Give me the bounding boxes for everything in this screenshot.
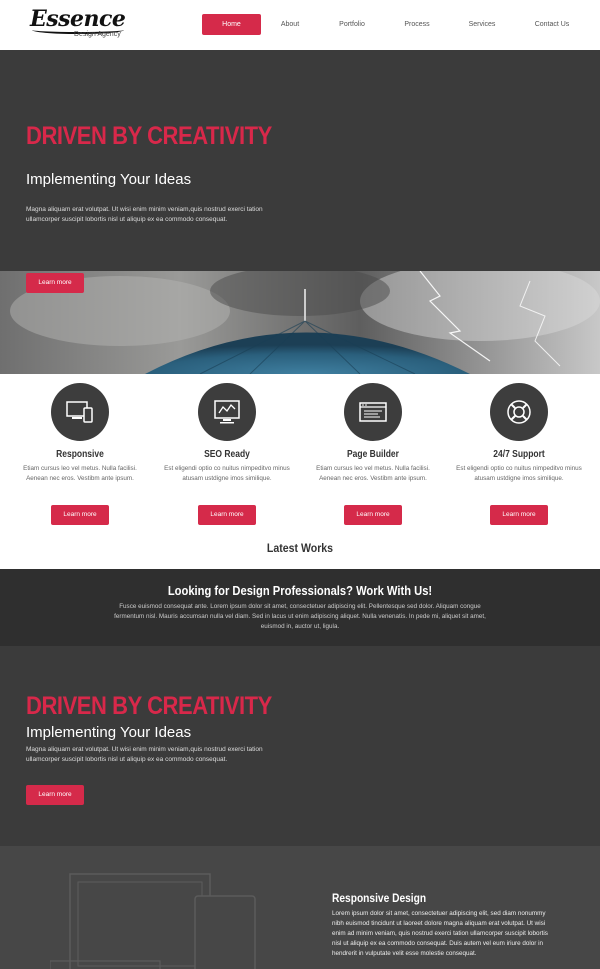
hero2-title: DRIVEN BY CREATIVITY (26, 692, 272, 720)
top-navbar (0, 0, 600, 50)
chart-monitor-icon (198, 383, 256, 441)
nav-about[interactable]: About (280, 21, 300, 28)
browser-window-icon (344, 383, 402, 441)
feature-title: SEO Ready (204, 449, 250, 460)
hero-section (0, 50, 600, 271)
cta-section (0, 569, 600, 646)
feature-title: Responsive (56, 449, 104, 460)
hero-subtitle: Implementing Your Ideas (26, 171, 192, 188)
hero2-learn-more-button[interactable]: Learn more (26, 785, 84, 805)
hero2-subtitle: Implementing Your Ideas (26, 724, 192, 741)
hero-learn-more-button[interactable]: Learn more (26, 273, 84, 293)
hero-title: DRIVEN BY CREATIVITY (26, 122, 272, 150)
nav-portfolio[interactable]: Portfolio (339, 21, 365, 28)
lifebuoy-icon (490, 383, 548, 441)
brand-logo[interactable] (30, 6, 130, 42)
responsive-title: Responsive Design (332, 891, 427, 905)
devices-icon (51, 383, 109, 441)
nav-home[interactable]: Home (202, 14, 261, 35)
feature-text: Etiam cursus leo vel metus. Nulla facilisi. Aenean nec eros. Vestibm ante ipsum. (316, 465, 430, 482)
features-section (0, 374, 600, 569)
feature-text: Etiam cursus leo vel metus. Nulla facilisi. Aenean nec eros. Vestibm ante ipsum. (23, 465, 137, 482)
feature-text: Est eligendi optio co nuitus nimpeditvo minus atusam ustdigne imos similique. (164, 465, 290, 482)
latest-works-heading: Latest Works (266, 541, 334, 555)
cta-title: Looking for Design Professionals? Work With Us! (167, 583, 433, 598)
storm-umbrella-image (0, 271, 600, 374)
nav-process[interactable]: Process (404, 21, 430, 28)
feature-learn-more-button[interactable]: Learn more (490, 505, 548, 525)
brand-tagline: Design Agency (74, 31, 121, 38)
responsive-text: Lorem ipsum dolor sit amet, consectetuer adipiscing elit, sed diam nonummy nibh euismod tincidunt ut laoreet dolore magna aliquam erat volutpat. Ut wisi enim ad minim veniam, quis nostrud exerci tation ullamcorper suscipit lobortis nisl ut aliquip ex ea commodo consequat. Duis autem vel eum iriure dolor in hendrerit in vulputate velit esse molestie consequat. (332, 910, 548, 957)
responsive-design-section (0, 846, 600, 969)
feature-title: Page Builder (347, 449, 399, 460)
feature-learn-more-button[interactable]: Learn more (344, 505, 402, 525)
feature-learn-more-button[interactable]: Learn more (51, 505, 109, 525)
hero2-text: Magna aliquam erat volutpat. Ut wisi enim minim veniam,quis nostrud exerci tation ullamcorper suscipit lobortis nisl ut aliquip ex ea commodo consequat. (26, 746, 263, 763)
feature-title: 24/7 Support (493, 449, 545, 460)
nav-contact[interactable]: Contact Us (534, 21, 570, 28)
hero-text: Magna aliquam erat volutpat. Ut wisi enim minim veniam,quis nostrud exerci tation ullamcorper suscipit lobortis nisl ut aliquip ex ea commodo consequat. (26, 206, 263, 223)
cta-text: Fusce euismod consequat ante. Lorem ipsum dolor sit amet, consectetuer adipiscing elit. Pellentesque sed dolor. Aliquam congue fermentum nisl. Mauris accumsan nulla vel diam. Sed in lacus ut enim adipiscing aliquet. Nulla venenatis. In pede mi, aliquet sit amet, euismod in, auctor ut, ligula. (114, 603, 486, 630)
feature-text: Est eligendi optio co nuitus nimpeditvo minus atusam ustdigne imos similique. (456, 465, 582, 482)
hero-section-2 (0, 646, 600, 846)
devices-outline-icon (50, 866, 280, 969)
nav-services[interactable]: Services (468, 21, 496, 28)
brand-name: Essence (30, 6, 126, 32)
feature-learn-more-button[interactable]: Learn more (198, 505, 256, 525)
